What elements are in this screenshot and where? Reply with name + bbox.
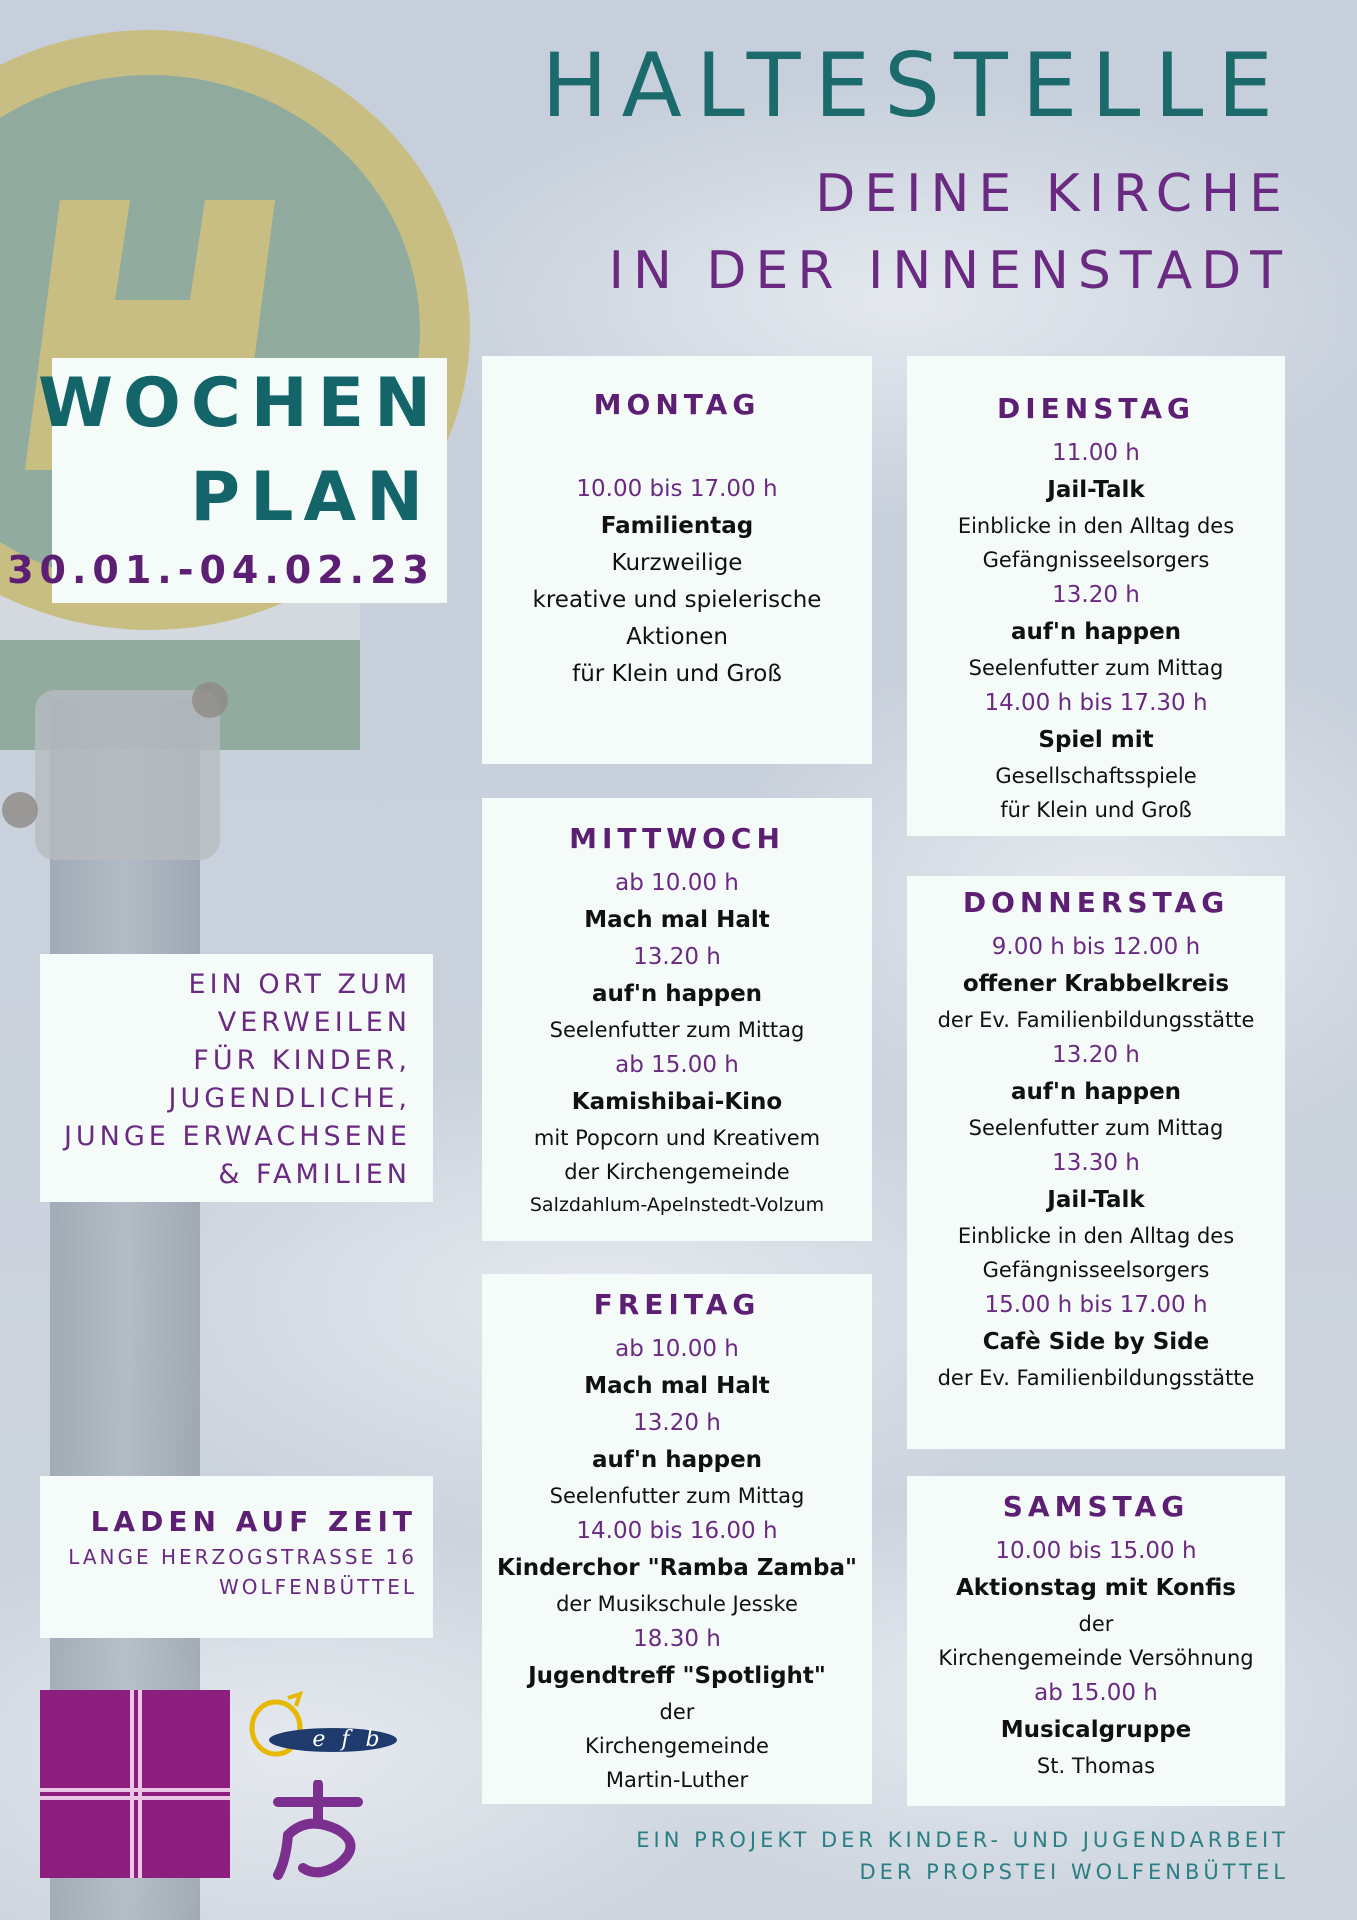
event-name: Musicalgruppe <box>1000 1717 1192 1743</box>
event-time: ab 15.00 h <box>1034 1680 1158 1706</box>
cross-logo <box>40 1690 230 1878</box>
event-time: 10.00 bis 15.00 h <box>995 1538 1197 1564</box>
event-name: Kinderchor "Ramba Zamba" <box>497 1555 857 1581</box>
event-name: Mach mal Halt <box>584 1373 770 1399</box>
tagline-line: EIN ORT ZUM <box>188 969 411 1000</box>
event-time: 13.30 h <box>1052 1150 1140 1176</box>
day-card-dienstag <box>907 356 1285 836</box>
event-time: 11.00 h <box>1052 440 1140 466</box>
wochenplan-panel <box>7 358 447 603</box>
spacer <box>482 431 872 471</box>
footer-line-1: EIN PROJEKT DER KINDER- UND JUGENDARBEIT <box>636 1828 1289 1852</box>
location-street: LANGE HERZOGSTRASSE 16 <box>68 1545 417 1569</box>
event-time: 18.30 h <box>633 1626 721 1652</box>
event-time: 13.20 h <box>633 1410 721 1436</box>
event-name: Cafè Side by Side <box>982 1329 1210 1355</box>
event-time: 14.00 bis 16.00 h <box>576 1518 778 1544</box>
event-name: Kamishibai-Kino <box>571 1089 783 1115</box>
page-title: HALTESTELLE <box>541 34 1287 137</box>
event-name: Jail-Talk <box>1047 1187 1145 1213</box>
footer-line-2: DER PROPSTEI WOLFENBÜTTEL <box>859 1860 1289 1884</box>
event-description: Gesellschaftsspiele <box>995 764 1197 788</box>
event-description: mit Popcorn und Kreativem <box>533 1126 821 1150</box>
ej-logo <box>268 1780 368 1880</box>
event-description: Gefängnisseelsorgers <box>982 548 1210 572</box>
event-description: Einblicke in den Alltag des <box>957 1224 1235 1248</box>
event-time: 13.20 h <box>1052 1042 1140 1068</box>
efb-logo <box>248 1690 398 1760</box>
event-description: der <box>1078 1612 1114 1636</box>
event-description: St. Thomas <box>1036 1754 1156 1778</box>
tagline-line: & FAMILIEN <box>218 1159 411 1190</box>
day-title: FREITAG <box>593 1288 761 1321</box>
event-name: Familientag <box>600 513 754 539</box>
event-time: ab 15.00 h <box>615 1052 739 1078</box>
event-description: der <box>659 1700 695 1724</box>
event-description: Seelenfutter zum Mittag <box>968 656 1224 680</box>
event-time: 10.00 bis 17.00 h <box>576 476 778 502</box>
event-description: Seelenfutter zum Mittag <box>549 1018 805 1042</box>
day-card-donnerstag <box>907 876 1285 1449</box>
event-description: Kirchengemeinde <box>585 1734 769 1758</box>
footer <box>636 1824 1289 1888</box>
event-name: Jugendtreff "Spotlight" <box>528 1663 826 1689</box>
event-description: Kurzweilige <box>611 550 743 576</box>
event-name: Spiel mit <box>1038 727 1154 753</box>
wochenplan-dates: 30.01.-04.02.23 <box>7 548 435 592</box>
event-description: Seelenfutter zum Mittag <box>968 1116 1224 1140</box>
event-name: auf'n happen <box>591 1447 763 1473</box>
wochenplan-line-2: PLAN <box>190 458 433 537</box>
tagline-panel <box>40 954 433 1202</box>
location-name: LADEN AUF ZEIT <box>90 1505 417 1538</box>
day-card-mittwoch <box>482 798 872 1241</box>
event-description: Salzdahlum-Apelnstedt-Volzum <box>529 1194 825 1216</box>
event-description: Aktionen <box>626 624 728 650</box>
event-time: ab 10.00 h <box>615 870 739 896</box>
event-description: Kirchengemeinde Versöhnung <box>938 1646 1254 1670</box>
event-name: auf'n happen <box>1010 1079 1182 1105</box>
tagline-line: JUGENDLICHE, <box>168 1083 411 1114</box>
event-time: 15.00 h bis 17.00 h <box>984 1292 1208 1318</box>
tagline-line: VERWEILEN <box>217 1007 411 1038</box>
day-title: DIENSTAG <box>997 392 1195 425</box>
subtitle-line-1: DEINE KIRCHE <box>815 164 1291 224</box>
day-title: SAMSTAG <box>1002 1490 1190 1523</box>
location-city: WOLFENBÜTTEL <box>219 1575 417 1599</box>
event-description: der Ev. Familienbildungsstätte <box>937 1366 1255 1390</box>
efb-logo-text: efb <box>312 1727 396 1752</box>
event-time: ab 10.00 h <box>615 1336 739 1362</box>
day-card-montag <box>482 356 872 764</box>
event-description: kreative und spielerische <box>532 587 822 613</box>
location-panel <box>40 1476 433 1638</box>
event-time: 9.00 h bis 12.00 h <box>991 934 1201 960</box>
event-description: der Ev. Familienbildungsstätte <box>937 1008 1255 1032</box>
event-name: auf'n happen <box>591 981 763 1007</box>
event-description: für Klein und Groß <box>1000 798 1192 822</box>
day-title: DONNERSTAG <box>962 886 1230 919</box>
event-description: Seelenfutter zum Mittag <box>549 1484 805 1508</box>
event-name: Aktionstag mit Konfis <box>955 1575 1236 1601</box>
event-time: 14.00 h bis 17.30 h <box>984 690 1208 716</box>
tagline-line: FÜR KINDER, <box>193 1045 411 1076</box>
event-time: 13.20 h <box>1052 582 1140 608</box>
subtitle-line-2: IN DER INNENSTADT <box>608 241 1291 301</box>
day-card-freitag <box>482 1274 872 1804</box>
event-description: Einblicke in den Alltag des <box>957 514 1235 538</box>
event-time: 13.20 h <box>633 944 721 970</box>
event-description: Martin-Luther <box>605 1768 749 1792</box>
event-name: auf'n happen <box>1010 619 1182 645</box>
event-name: offener Krabbelkreis <box>962 971 1230 997</box>
event-description: der Kirchengemeinde <box>564 1160 790 1184</box>
day-title: MONTAG <box>593 388 761 421</box>
day-title: MITTWOCH <box>569 822 785 855</box>
event-description: der Musikschule Jesske <box>556 1592 798 1616</box>
event-name: Jail-Talk <box>1047 477 1145 503</box>
event-description: Gefängnisseelsorgers <box>982 1258 1210 1282</box>
event-name: Mach mal Halt <box>584 907 770 933</box>
event-description: für Klein und Groß <box>572 661 782 687</box>
wochenplan-line-1: WOCHEN <box>38 364 441 443</box>
tagline-line: JUNGE ERWACHSENE <box>63 1121 411 1152</box>
day-card-samstag <box>907 1476 1285 1806</box>
